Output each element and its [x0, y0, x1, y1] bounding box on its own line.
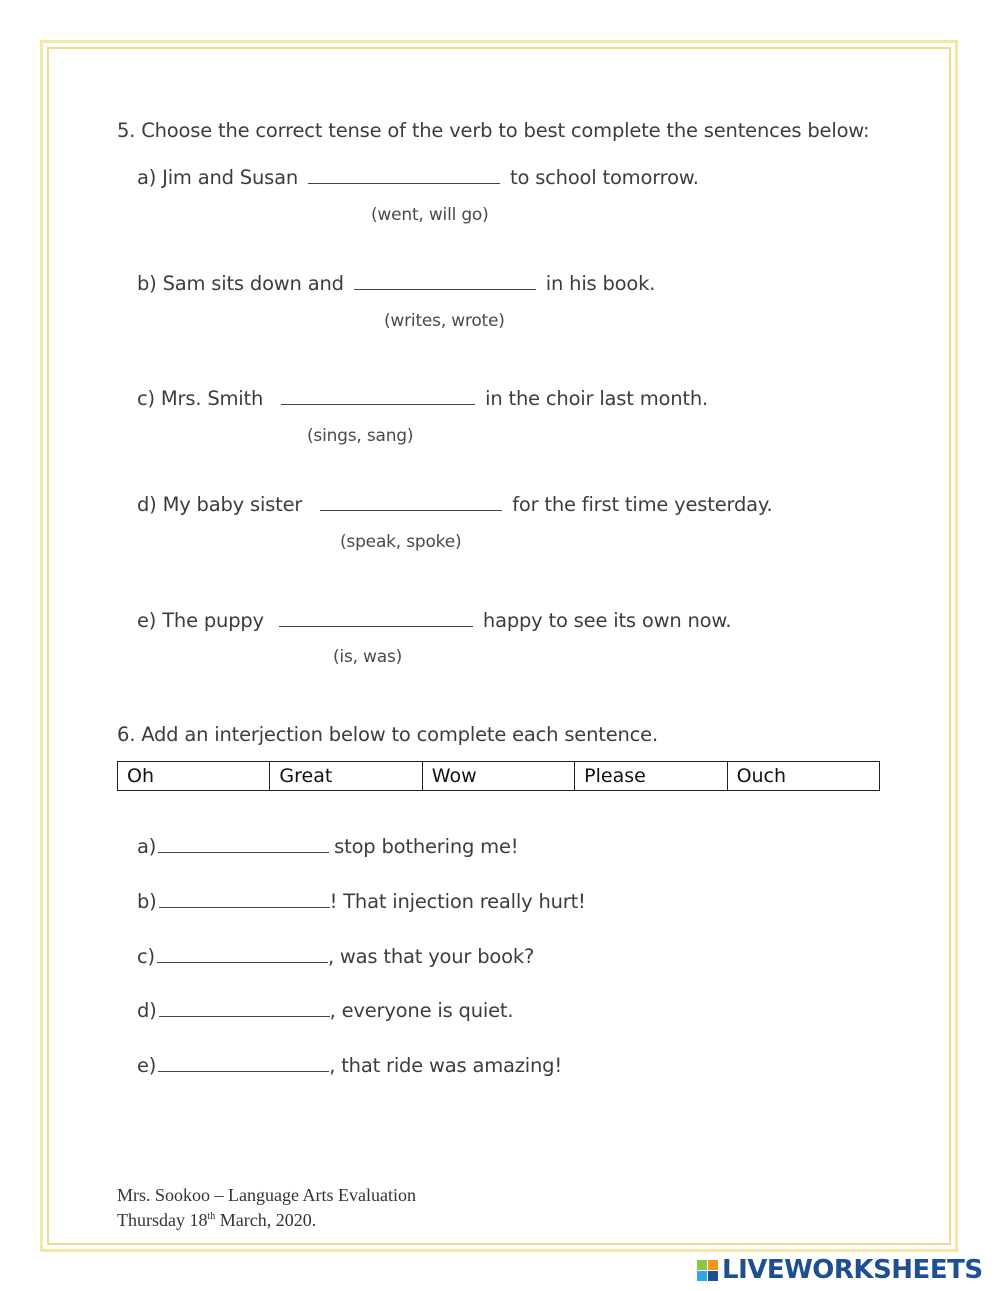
s5-e-suffix: happy to see its own now. [482, 609, 732, 632]
s6-e-blank[interactable] [158, 1053, 329, 1072]
s5-d-blank[interactable] [320, 492, 502, 511]
footer-date-sup: th [207, 1211, 216, 1222]
s6-d-blank[interactable] [159, 998, 330, 1017]
s6-b-blank[interactable] [159, 889, 330, 908]
s6-c-blank[interactable] [157, 944, 328, 963]
s5-e-options: (is, was) [333, 647, 403, 667]
logo-mark-icon [697, 1260, 718, 1281]
s5-a-suffix: to school tomorrow. [510, 166, 699, 189]
s5-a-prefix: a) Jim and Susan [137, 166, 299, 189]
s5-b-suffix: in his book. [545, 272, 656, 295]
s6-sentence-c [137, 944, 534, 968]
s5-b-options: (writes, wrote) [384, 311, 505, 331]
logo-wordmark: LIVEWORKSHEETS [722, 1255, 983, 1285]
s5-a-options: (went, will go) [371, 205, 489, 225]
logo-mark-square [708, 1260, 718, 1270]
liveworksheets-logo [697, 1255, 983, 1285]
interjection-word-bank [117, 761, 880, 791]
s5-sentence-e [137, 608, 731, 632]
s5-c-options: (sings, sang) [307, 426, 414, 446]
footer-date-pre: Thursday 18 [117, 1210, 208, 1230]
logo-mark-square [697, 1260, 707, 1270]
word-bank-cell: Oh [118, 762, 270, 791]
s5-e-blank[interactable] [279, 608, 473, 627]
word-bank-cell: Wow [422, 762, 574, 791]
s5-c-blank[interactable] [281, 386, 475, 405]
s5-sentence-b [137, 271, 655, 295]
s6-sentence-e [137, 1053, 562, 1077]
s6-d-prefix: d) [137, 999, 157, 1022]
s5-sentence-a [137, 165, 699, 189]
s5-a-blank[interactable] [308, 165, 500, 184]
s6-b-prefix: b) [137, 890, 157, 913]
logo-mark-square [697, 1271, 707, 1281]
word-bank-cell: Please [575, 762, 727, 791]
section6-instruction: 6. Add an interjection below to complete each sentence. [117, 723, 658, 746]
section5-instruction: 5. Choose the correct tense of the verb to best complete the sentences below: [117, 119, 870, 142]
s6-c-prefix: c) [137, 945, 155, 968]
s5-b-prefix: b) Sam sits down and [137, 272, 344, 295]
s6-sentence-a [137, 834, 518, 858]
s5-c-prefix: c) Mrs. Smith [137, 387, 264, 410]
s5-d-options: (speak, spoke) [340, 532, 462, 552]
s6-a-blank[interactable] [158, 834, 329, 853]
s6-e-suffix: , that ride was amazing! [329, 1054, 562, 1077]
s5-e-prefix: e) The puppy [137, 609, 264, 632]
word-bank-cell: Ouch [727, 762, 879, 791]
logo-mark-square [708, 1271, 718, 1281]
s5-b-blank[interactable] [354, 271, 536, 290]
s5-c-suffix: in the choir last month. [485, 387, 709, 410]
s6-sentence-b [137, 889, 586, 913]
s6-b-suffix: ! That injection really hurt! [329, 890, 586, 913]
s6-c-suffix: , was that your book? [327, 945, 535, 968]
s5-d-suffix: for the first time yesterday. [512, 493, 773, 516]
s6-e-prefix: e) [137, 1054, 157, 1077]
footer-teacher-line: Mrs. Sookoo – Language Arts Evaluation [117, 1185, 416, 1205]
s6-sentence-d [137, 998, 513, 1022]
s5-sentence-c [137, 386, 708, 410]
s5-sentence-d [137, 492, 772, 516]
footer-date-line [117, 1210, 316, 1231]
s6-a-suffix: stop bothering me! [334, 835, 519, 858]
footer-date-post: March, 2020. [215, 1210, 317, 1230]
word-bank-cell: Great [270, 762, 422, 791]
s6-a-prefix: a) [137, 835, 157, 858]
s5-d-prefix: d) My baby sister [137, 493, 303, 516]
s6-d-suffix: , everyone is quiet. [329, 999, 514, 1022]
